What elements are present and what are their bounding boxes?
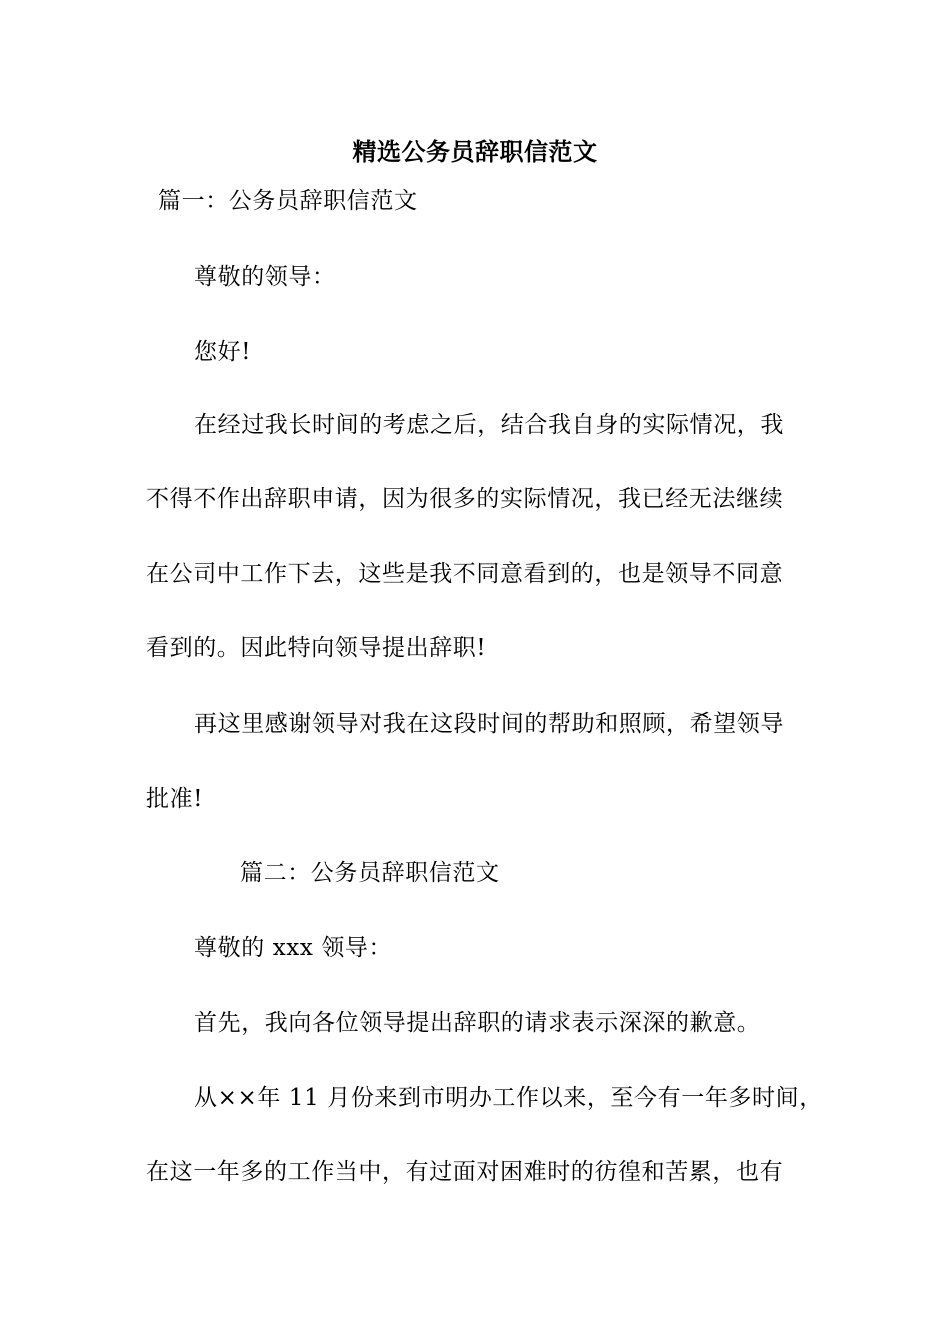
section2-salutation: 尊敬的 xxx 领导： xyxy=(194,935,393,961)
section1-heading: 篇一：公务员辞职信范文 xyxy=(158,188,418,214)
section1-paragraph1-line3: 在公司中工作下去，这些是我不同意看到的，也是领导不同意 xyxy=(146,561,784,587)
section1-paragraph1-line1: 在经过我长时间的考虑之后，结合我自身的实际情况，我 xyxy=(194,412,784,438)
document-title: 精选公务员辞职信范文 xyxy=(352,137,598,166)
section1-paragraph2-line2: 批准! xyxy=(146,786,204,812)
section2-heading: 篇二：公务员辞职信范文 xyxy=(240,860,500,886)
section1-paragraph2-line1: 再这里感谢领导对我在这段时间的帮助和照顾，希望领导 xyxy=(194,711,784,737)
section1-salutation: 尊敬的领导： xyxy=(194,264,336,290)
section2-paragraph2-line1: 从××年 11 月份来到市明办工作以来，至今有一年多时间， xyxy=(194,1085,823,1111)
section1-paragraph1-line4: 看到的。因此特向领导提出辞职! xyxy=(146,635,487,661)
section1-paragraph1-line2: 不得不作出辞职申请，因为很多的实际情况，我已经无法继续 xyxy=(146,486,784,512)
section2-paragraph2-line2: 在这一年多的工作当中，有过面对困难时的彷徨和苦累，也有 xyxy=(146,1159,784,1185)
section1-greeting: 您好! xyxy=(194,339,252,365)
section2-paragraph1: 首先，我向各位领导提出辞职的请求表示深深的歉意。 xyxy=(194,1010,761,1036)
